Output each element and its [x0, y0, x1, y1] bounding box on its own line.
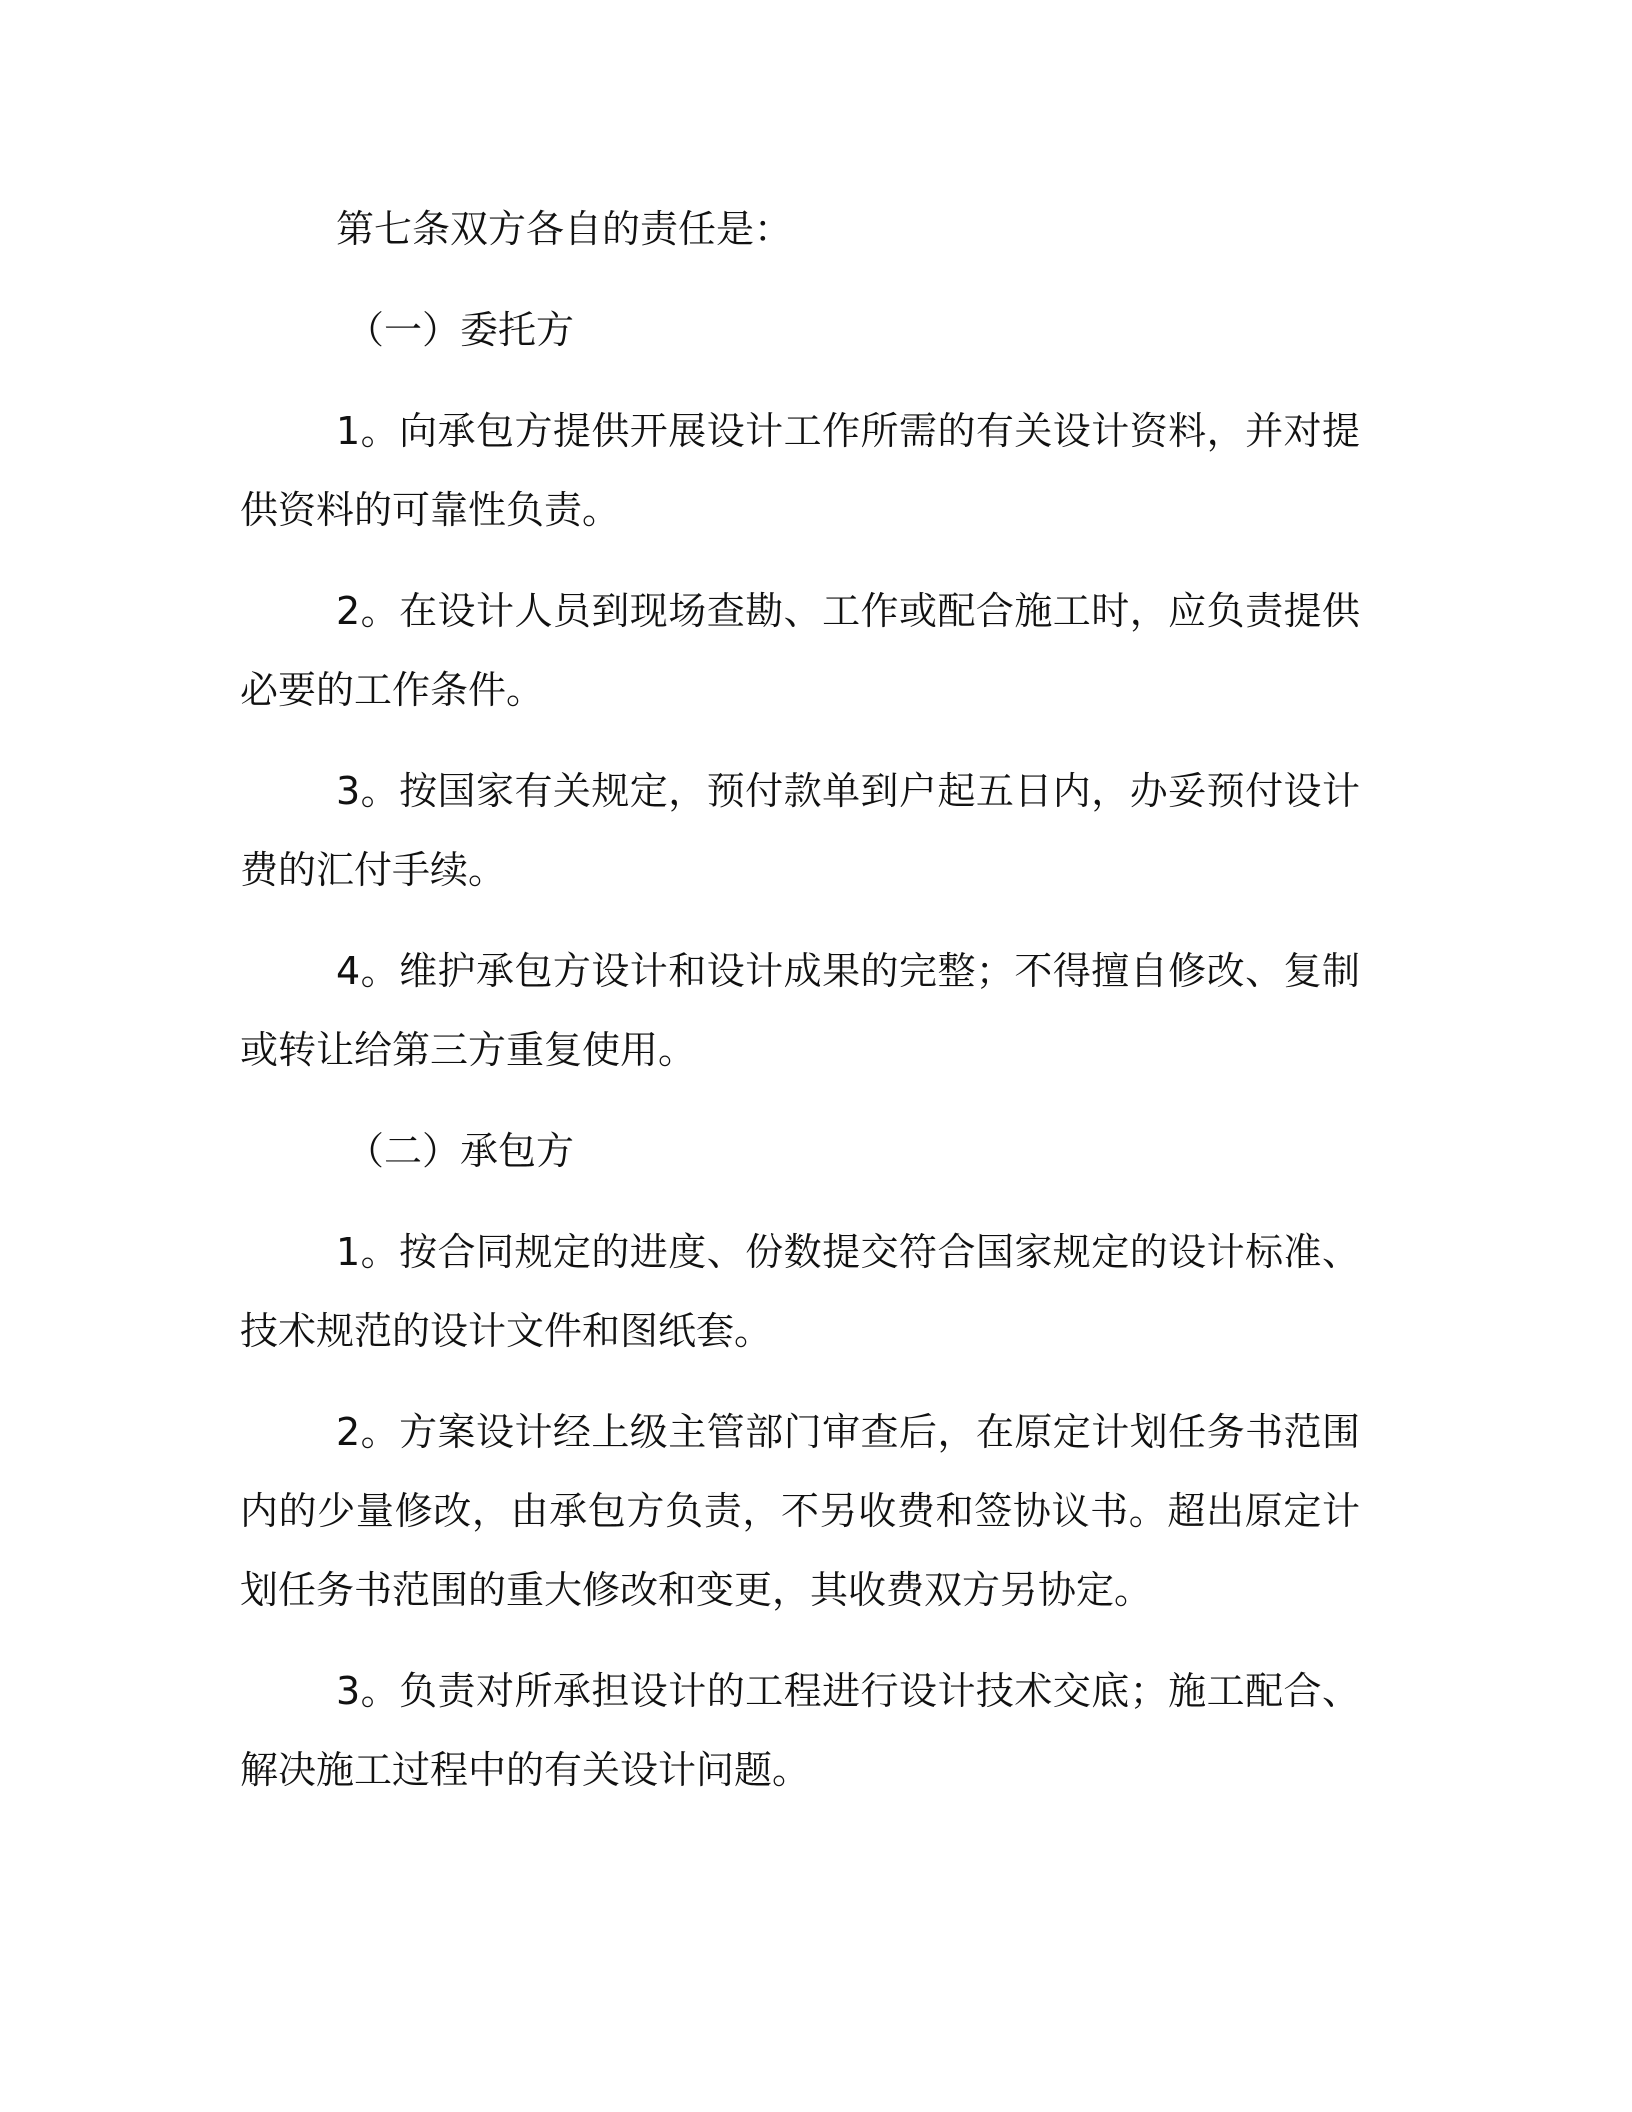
section-heading-client: （一）委托方 — [346, 308, 575, 352]
section-heading-contractor: （二）承包方 — [346, 1129, 575, 1173]
document-body — [240, 190, 1360, 1810]
contractor-item-2: 2。方案设计经上级主管部门审查后，在原定计划任务书范围内的少量修改，由承包方负责，不另收费和签协议书。超出原定计划任务书范围的重大修改和变更，其收费双方另协定。 — [240, 1410, 1360, 1612]
article-title: 第七条双方各自的责任是： — [336, 207, 793, 251]
contractor-item-1: 1。按合同规定的进度、份数提交符合国家规定的设计标准、技术规范的设计文件和图纸套。 — [240, 1230, 1360, 1353]
client-item-3: 3。按国家有关规定，预付款单到户起五日内，办妥预付设计费的汇付手续。 — [240, 769, 1360, 892]
contractor-item-3: 3。负责对所承担设计的工程进行设计技术交底；施工配合、解决施工过程中的有关设计问题。 — [240, 1669, 1360, 1792]
client-item-1: 1。向承包方提供开展设计工作所需的有关设计资料，并对提供资料的可靠性负责。 — [240, 409, 1360, 532]
client-item-2: 2。在设计人员到现场查勘、工作或配合施工时，应负责提供必要的工作条件。 — [240, 589, 1360, 712]
client-item-4: 4。维护承包方设计和设计成果的完整；不得擅自修改、复制或转让给第三方重复使用。 — [240, 949, 1360, 1072]
